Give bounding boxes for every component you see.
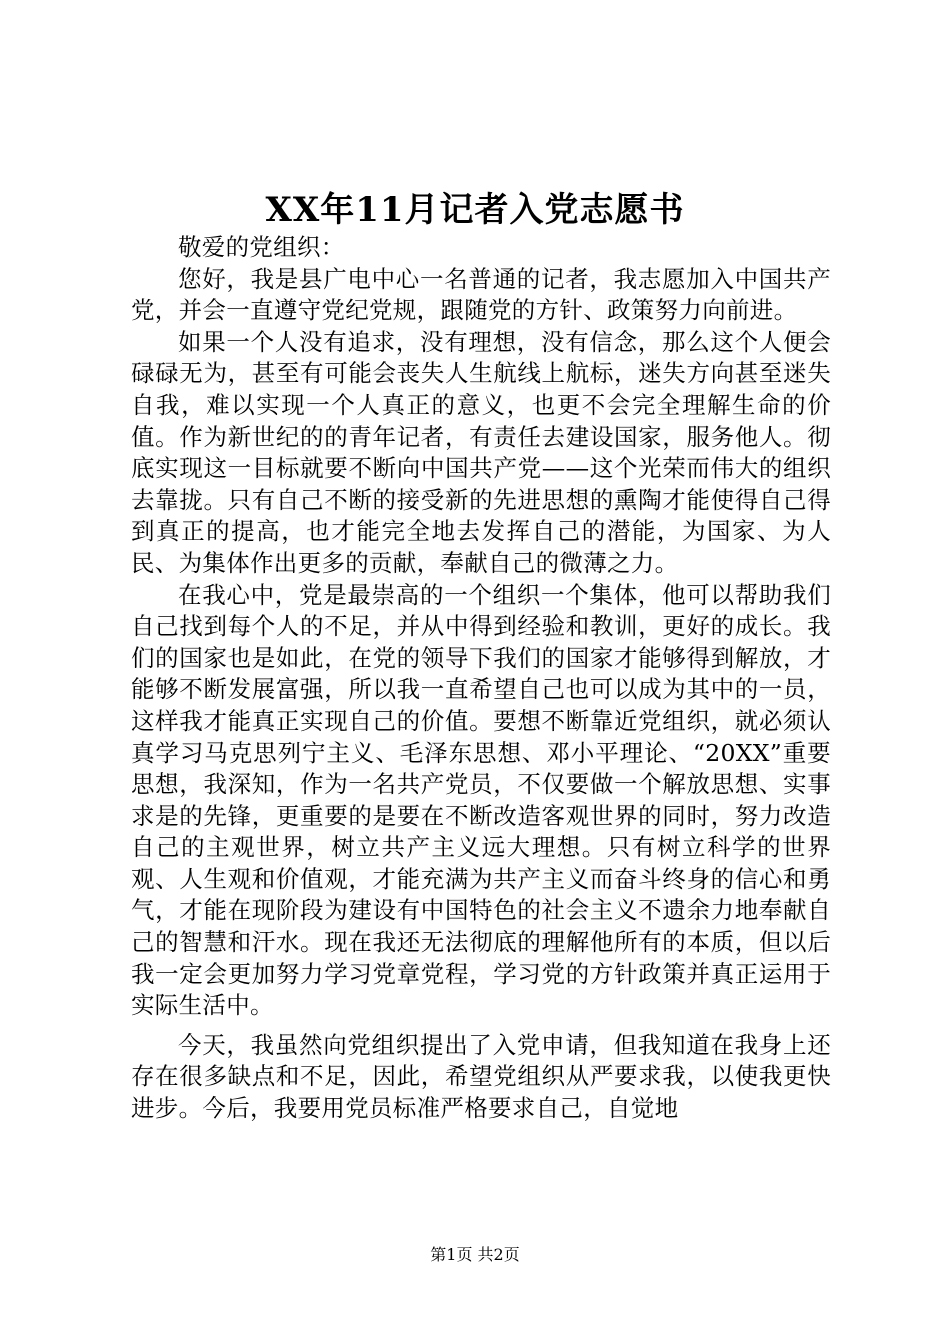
page-indicator: 第1页 共2页	[430, 1245, 520, 1264]
paragraph-greeting: 您好，我是县广电中心一名普通的记者，我志愿加入中国共产党，并会一直遵守党纪党规，跟随党的方针、政策努力向前进。	[131, 264, 831, 325]
document-body	[131, 232, 831, 1125]
paragraph-party: 在我心中，党是最崇高的一个组织一个集体，他可以帮助我们自己找到每个人的不足，并从中得到经验和教训，更好的成长。我们的国家也是如此，在党的领导下我们的国家才能够得到解放，才能够不断发展富强，所以我一直希望自己也可以成为其中的一员，这样我才能真正实现自己的价值。要想不断靠近党组织，就必须认真学习马克思列宁主义、毛泽东思想、邓小平理论、“20XX”重要思想，我深知，作为一名共产党员，不仅要做一个解放思想、实事求是的先锋，更重要的是要在不断改造客观世界的同时，努力改造自己的主观世界，树立共产主义远大理想。只有树立科学的世界观、人生观和价值观，才能充满为共产主义而奋斗终身的信心和勇气，才能在现阶段为建设有中国特色的社会主义不遗余力地奉献自己的智慧和汗水。现在我还无法彻底的理解他所有的本质，但以后我一定会更加努力学习党章党程，学习党的方针政策并真正运用于实际生活中。	[131, 580, 831, 1020]
paragraph-ideals: 如果一个人没有追求，没有理想，没有信念，那么这个人便会碌碌无为，甚至有可能会丧失人生航线上航标，迷失方向甚至迷失自我，难以实现一个人真正的意义，也更不会完全理解生命的价值。作为新世纪的的青年记者，有责任去建设国家，服务他人。彻底实现这一目标就要不断向中国共产党——这个光荣而伟大的组织去靠拢。只有自己不断的接受新的先进思想的熏陶才能使得自己得到真正的提高，也才能完全地去发挥自己的潜能，为国家、为人民、为集体作出更多的贡献，奉献自己的微薄之力。	[131, 327, 831, 577]
document-title: XX年11月记者入党志愿书	[265, 190, 685, 230]
paragraph-commitment: 今天，我虽然向党组织提出了入党申请，但我知道在我身上还存在很多缺点和不足，因此，希望党组织从严要求我，以使我更快进步。今后，我要用党员标准严格要求自己，自觉地	[131, 1030, 831, 1123]
salutation: 敬爱的党组织：	[178, 233, 345, 261]
